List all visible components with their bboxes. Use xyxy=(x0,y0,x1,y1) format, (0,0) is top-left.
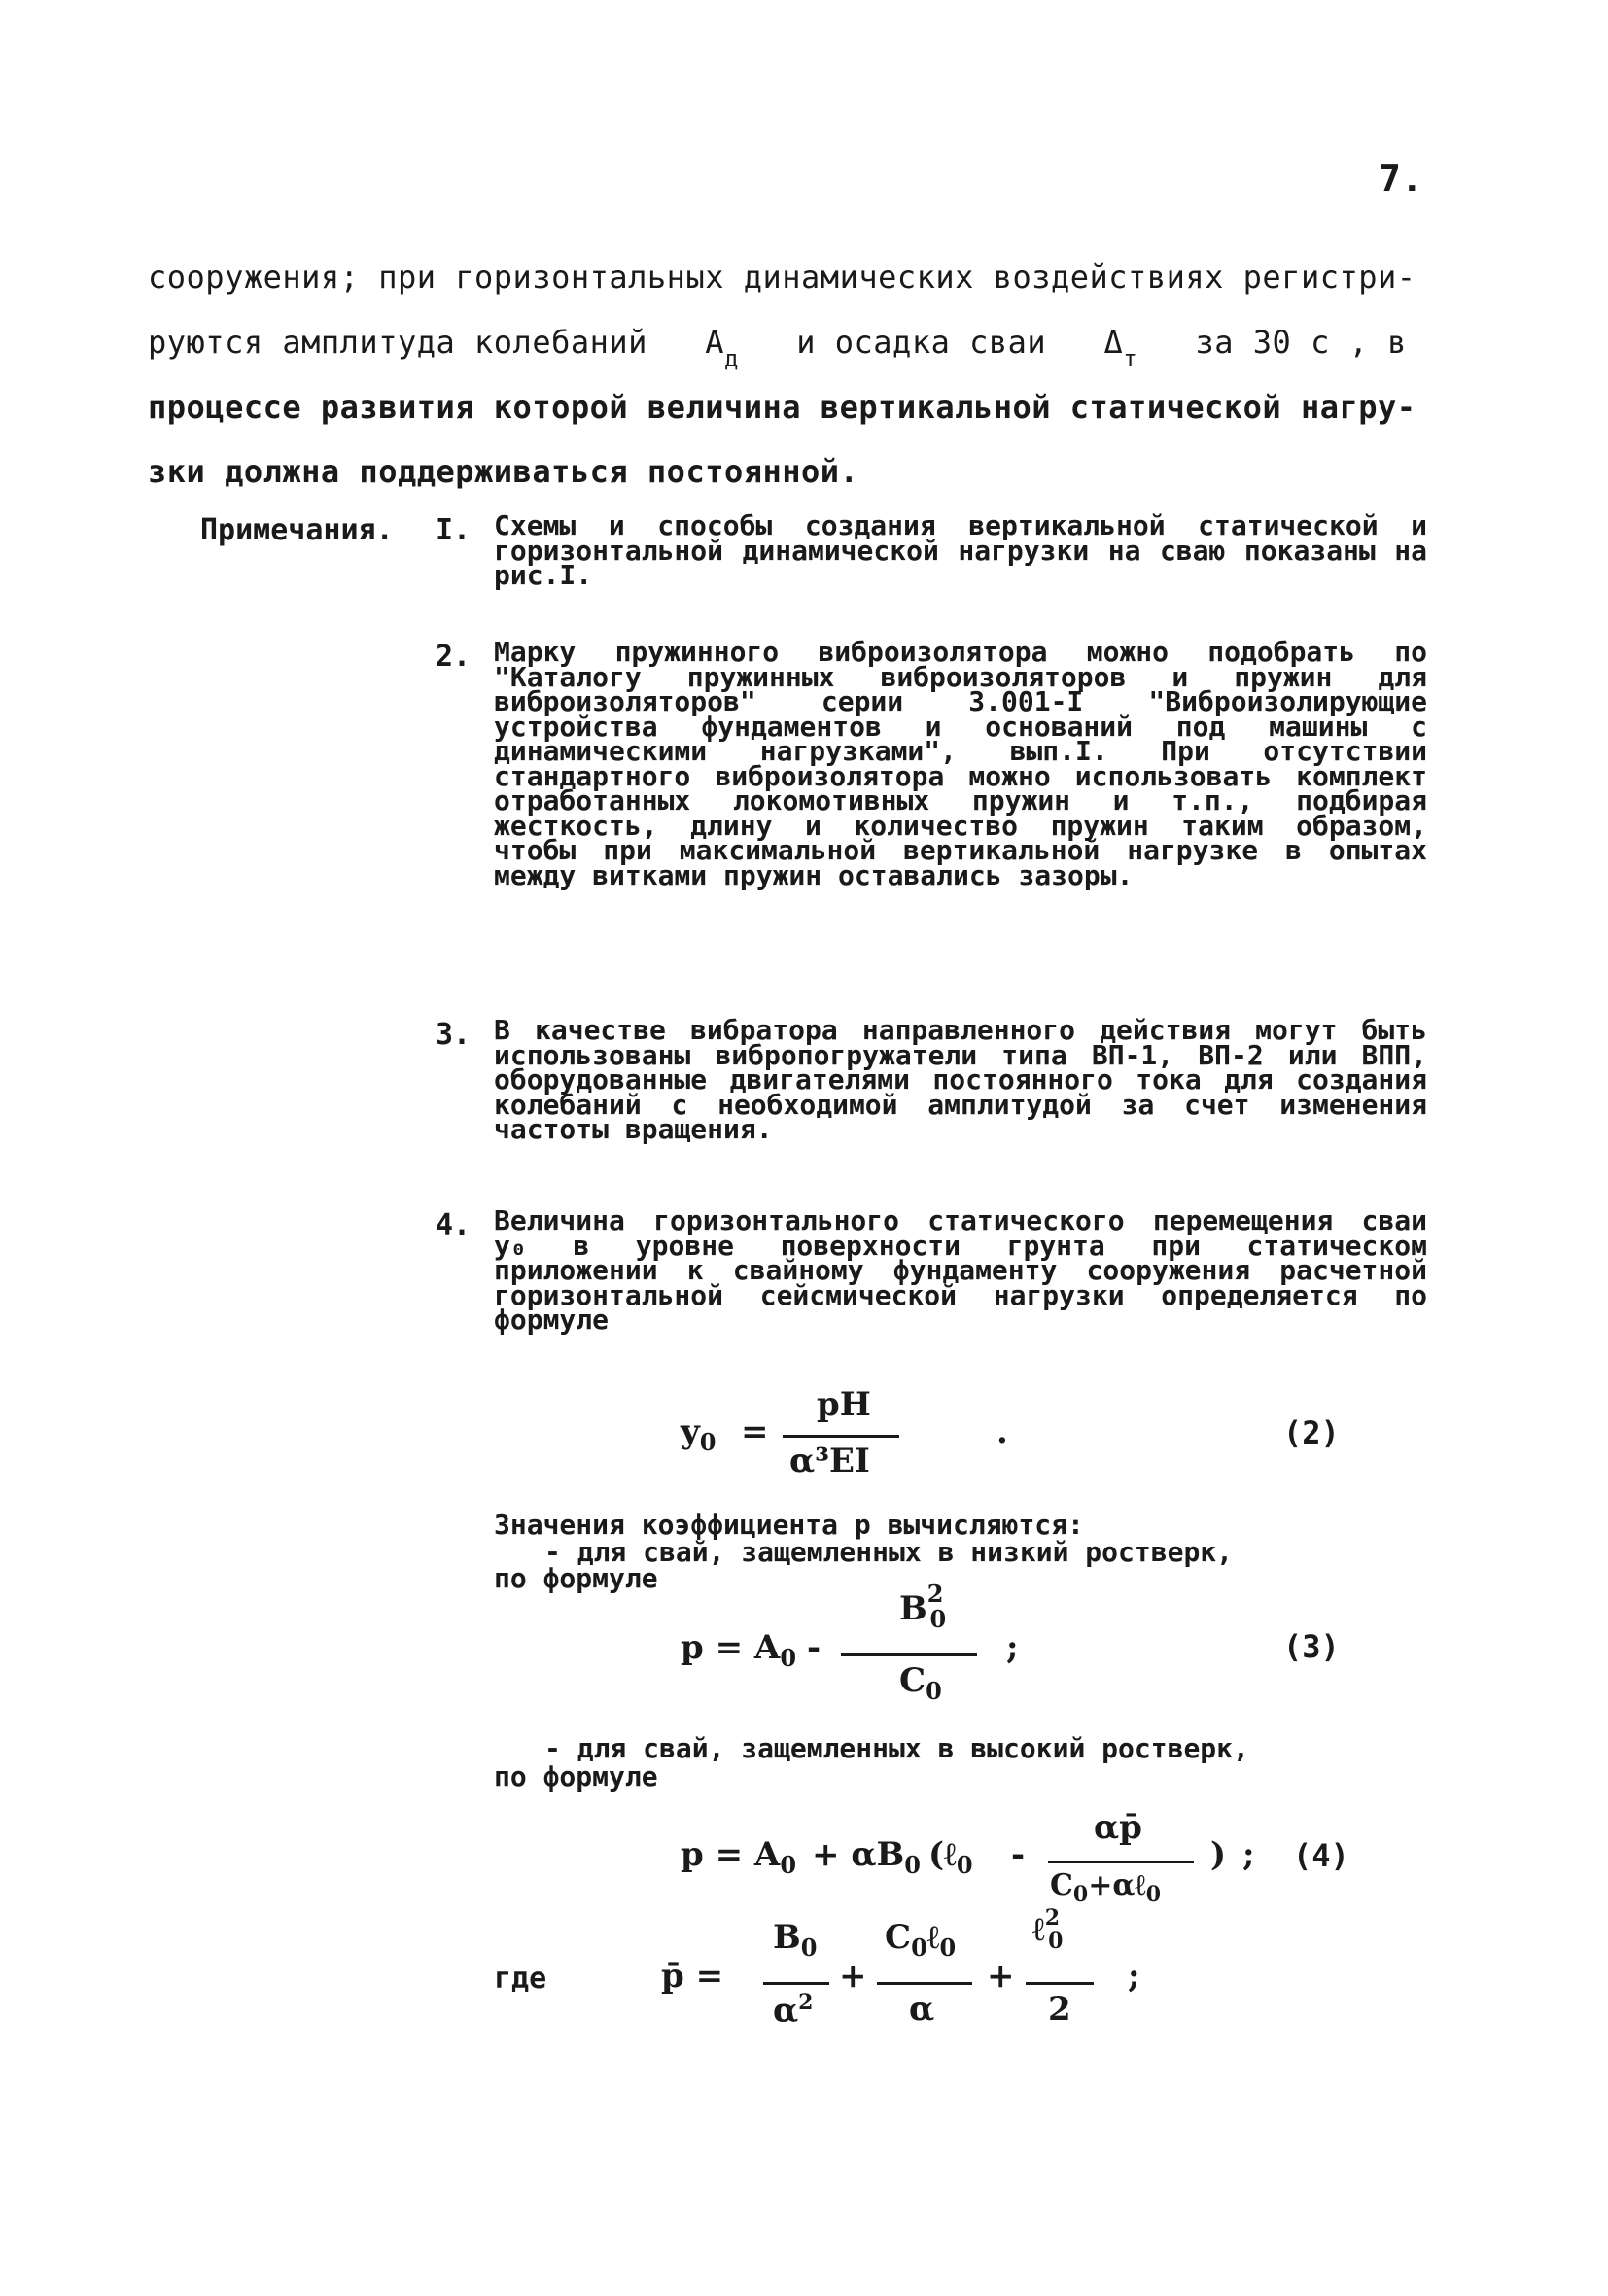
formula-p-bar-tail: ; xyxy=(1128,1957,1140,1996)
body-line-2-text-c: за 30 с , в xyxy=(1195,324,1407,361)
formula-p-bar-t2-numerator: $C_0\ell_0$ xyxy=(885,1918,957,1962)
body-line-1: сооружения; при горизонтальных динамических воздействиях регистри- xyxy=(148,259,1416,296)
where-label: где xyxy=(494,1962,547,1996)
amplitude-subscript: д xyxy=(723,345,739,372)
formula-p-bar-t1-denominator: $\alpha^2$ xyxy=(773,1990,814,2031)
formula-3-tail: ; xyxy=(1006,1628,1019,1667)
case-low-grillage: - для свай, защемленных в низкий ростверк, xyxy=(544,1536,1234,1568)
formula-p-bar-plus-1: + xyxy=(839,1957,867,1996)
note-text: Схемы и способы создания вертикальной статической и горизонтальной динамической нагрузки на сваю показаны на рис.I. xyxy=(494,509,1427,591)
body-line-4: зки должна поддерживаться постоянной. xyxy=(148,453,859,490)
formula-p-bar-t3-bar xyxy=(1026,1982,1094,1985)
case-high-grillage: - для свай, защемленных в высокий ростверк, xyxy=(544,1732,1249,1764)
by-formula-label: по формуле xyxy=(494,1562,658,1594)
formula-2-fraction-bar xyxy=(783,1435,899,1438)
formula-3-denominator: $C_0$ xyxy=(899,1661,942,1705)
formula-4-op: - xyxy=(1011,1835,1026,1874)
coefficient-intro: Значения коэффициента p вычисляются: xyxy=(494,1509,1084,1541)
note-number: I. xyxy=(436,513,472,547)
formula-p-bar-t1-numerator: $B_0$ xyxy=(773,1918,818,1962)
settlement-subscript: т xyxy=(1123,345,1138,372)
page-number: 7. xyxy=(1379,157,1423,200)
formula-3 xyxy=(681,1580,1361,1716)
formula-3-lhs: $p = A_0$ xyxy=(681,1628,797,1672)
formula-p-bar-t2-bar xyxy=(877,1982,972,1985)
settlement-symbol: Δ xyxy=(1103,324,1124,361)
formula-3-fraction-bar xyxy=(841,1653,977,1656)
formula-2-eq: = xyxy=(741,1412,769,1451)
amplitude-symbol: A xyxy=(705,324,724,361)
formula-4-fraction-bar xyxy=(1048,1861,1194,1863)
equation-number: (4) xyxy=(1293,1837,1349,1874)
formula-p-bar-t2-denominator: α xyxy=(909,1990,935,2029)
formula-4-denominator: $C_0+\alpha\ell_0$ xyxy=(1050,1868,1161,1907)
formula-p-bar-lhs: p̄ = xyxy=(661,1957,724,1996)
note-text: Марку пружинного виброизолятора можно подобрать по "Каталогу пружинных виброизоляторов и пружин для виброизоляторов" серии 3.001-I "Виброизолирующие устройства фундаментов и оснований под машины с динамическими нагрузками", вып.I. При отсутствии стандартного виброизолятора можно использовать комплект отработанных локомотивных пружин и т.п., подбирая жесткость, длину и количество пружин таким образом, чтобы при максимальной вертикальной нагрузке в опытах между витками пружин оставались зазоры. xyxy=(494,636,1427,891)
notes-label: Примечания. xyxy=(200,513,394,547)
body-line-2 xyxy=(148,324,1407,372)
note-number: 3. xyxy=(436,1018,472,1052)
note-text: В качестве вибратора направленного действия могут быть использованы вибропогружатели типа ВП-1, ВП-2 или ВПП, оборудованные двигателями постоянного тока для создания колебаний с необходимой амплитудой за счет изменения частоты вращения. xyxy=(494,1014,1427,1145)
formula-4-lhs: $p = A_0$ xyxy=(681,1835,797,1879)
formula-4-paren-open: (ℓ$_0$ xyxy=(928,1835,973,1879)
body-line-2-text-b: и осадка сваи xyxy=(796,324,1047,361)
formula-2-numerator: pH xyxy=(817,1385,871,1424)
body-line-2-text-a: руются амплитуда колебаний xyxy=(148,324,647,361)
formula-4-paren-close: ) xyxy=(1210,1835,1227,1874)
note-text: Величина горизонтального статического перемещения сваи y₀ в уровне поверхности грунта при статическом приложении к свайному фундаменту сооружения расчетной горизонтальной сейсмической нагрузки определяется по формуле xyxy=(494,1204,1427,1336)
formula-2-denominator: α³EI xyxy=(789,1442,870,1480)
note-number: 2. xyxy=(436,640,472,674)
equation-number: (3) xyxy=(1283,1628,1340,1665)
formula-2-tail: . xyxy=(996,1412,1008,1451)
formula-p-bar-t1-bar xyxy=(763,1982,829,1985)
body-line-3: процессе развития которой величина вертикальной статической нагру- xyxy=(148,389,1416,426)
formula-3-numerator: $B^2_0$ xyxy=(899,1580,947,1633)
formula-4-mid: + $\alpha B_0$ xyxy=(812,1835,921,1879)
formula-2-lhs: $y_0$ xyxy=(681,1412,717,1456)
formula-3-op: - xyxy=(807,1628,821,1667)
formula-p-bar-plus-2: + xyxy=(987,1957,1015,1996)
formula-2 xyxy=(681,1385,1361,1482)
equation-number: (2) xyxy=(1283,1414,1340,1451)
by-formula-label: по формуле xyxy=(494,1760,658,1792)
note-number: 4. xyxy=(436,1208,472,1242)
formula-p-bar-t3-denominator: 2 xyxy=(1048,1990,1071,2029)
formula-p-bar-t3-numerator: ℓ$^2_0$ xyxy=(1032,1905,1064,1954)
formula-p-bar xyxy=(661,1905,1186,2046)
formula-4-tail: ; xyxy=(1242,1835,1255,1874)
formula-4-numerator: αp̄ xyxy=(1094,1808,1142,1847)
